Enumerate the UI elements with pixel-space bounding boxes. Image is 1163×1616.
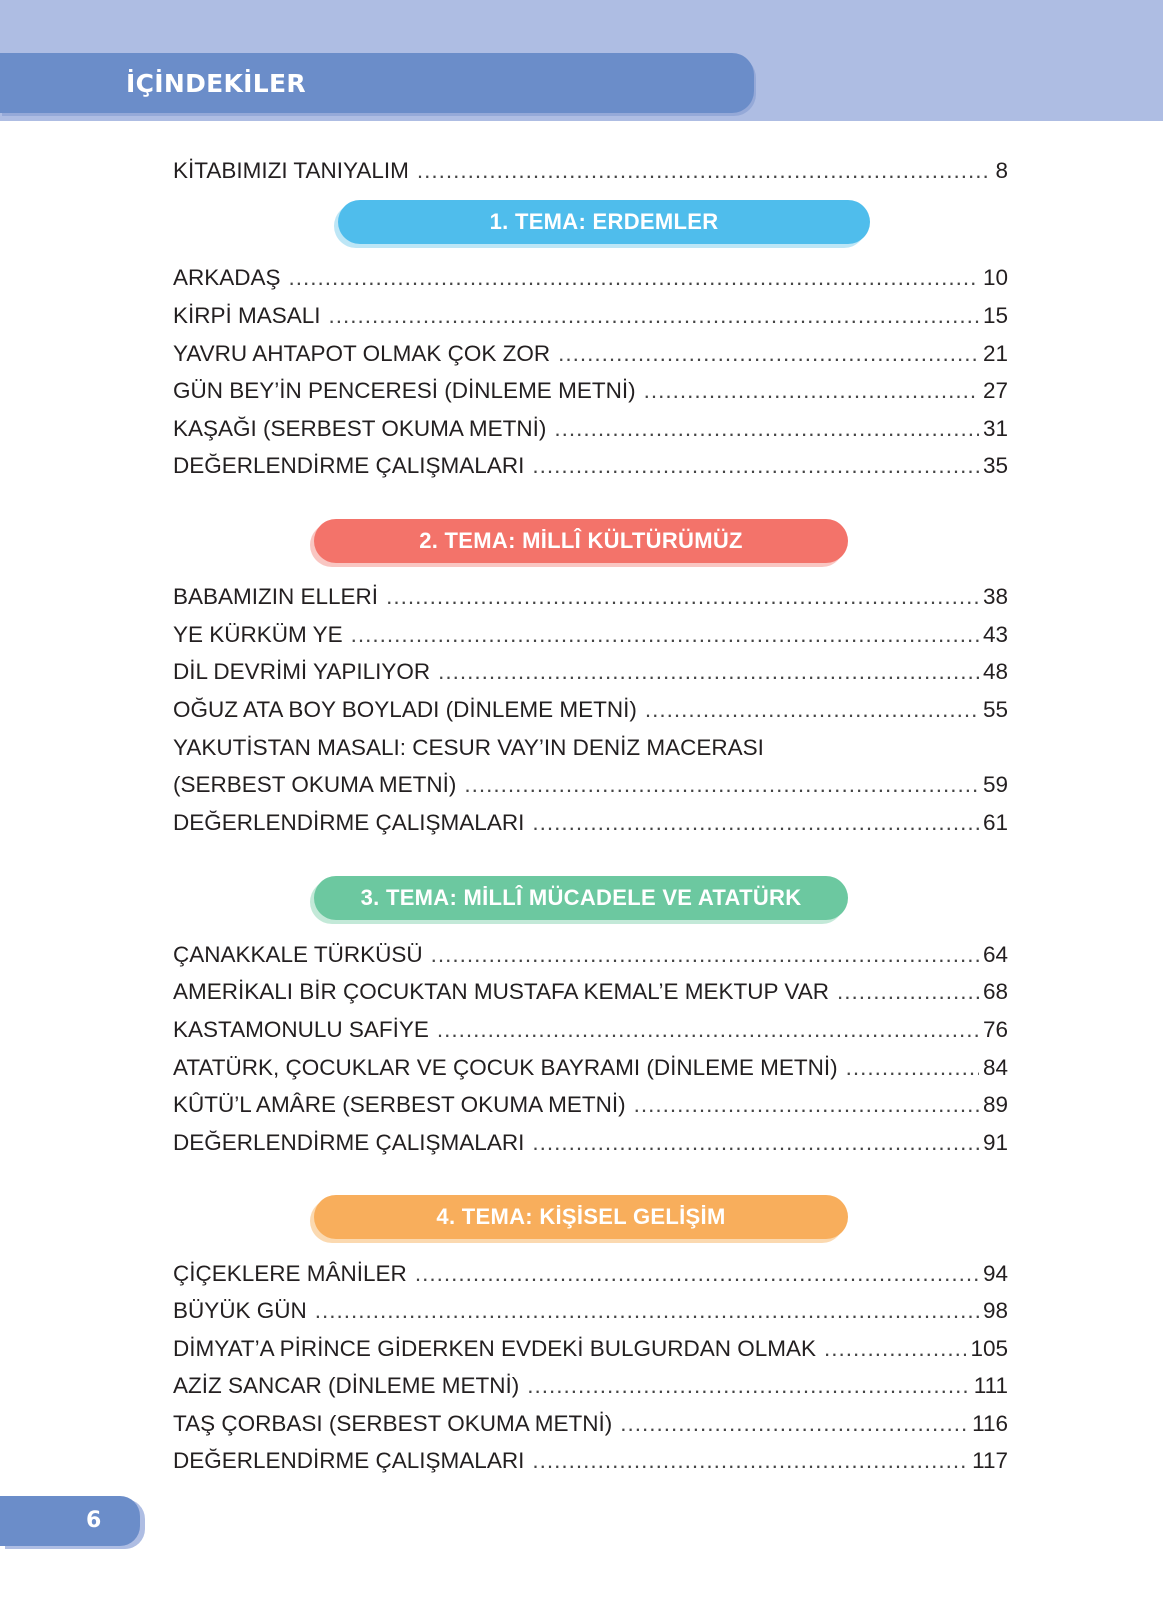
toc-page: 84 (982, 1055, 1008, 1080)
toc-leader (644, 376, 979, 406)
toc-title: DEĞERLENDİRME ÇALIŞMALARI (173, 810, 525, 835)
toc-leader (415, 1259, 979, 1289)
toc-leader (438, 657, 979, 687)
toc-title: OĞUZ ATA BOY BOYLADI (DİNLEME METNİ) (173, 697, 637, 722)
toc-page: 89 (982, 1092, 1008, 1117)
toc-page: 48 (982, 659, 1008, 684)
theme-1-banner (338, 200, 870, 244)
toc-title: BABAMIZIN ELLERİ (173, 584, 379, 609)
toc-row[interactable] (173, 451, 1008, 481)
toc-title: ÇİÇEKLERE MÂNİLER (173, 1261, 407, 1286)
toc-row[interactable] (173, 301, 1008, 331)
theme-4-label: 4. TEMA: KİŞİSEL GELİŞİM (436, 1204, 726, 1229)
toc-page: 21 (982, 341, 1008, 366)
toc-leader (532, 451, 979, 481)
toc-row[interactable] (173, 1334, 1008, 1364)
toc-leader (554, 414, 979, 444)
toc-leader (437, 1015, 979, 1045)
page-number-tab (0, 1496, 140, 1546)
toc-title: TAŞ ÇORBASI (SERBEST OKUMA METNİ) (173, 1411, 613, 1436)
toc-title: DİMYAT’A PİRİNCE GİDERKEN EVDEKİ BULGURDAN OLMAK (173, 1336, 817, 1361)
toc-row[interactable] (173, 1371, 1008, 1401)
toc-page: 55 (982, 697, 1008, 722)
toc-leader (315, 1296, 979, 1326)
toc-leader (634, 1090, 979, 1120)
toc-row[interactable] (173, 1409, 1008, 1439)
toc-page: 68 (982, 979, 1008, 1004)
theme-4-banner (314, 1195, 848, 1239)
toc-leader (431, 940, 979, 970)
toc-title: YE KÜRKÜM YE (173, 622, 343, 647)
toc-leader (532, 808, 979, 838)
toc-row[interactable] (173, 414, 1008, 444)
toc-page: 76 (982, 1017, 1008, 1042)
toc-title: AMERİKALI BİR ÇOCUKTAN MUSTAFA KEMAL’E MEKTUP VAR (173, 979, 829, 1004)
toc-leader (289, 263, 979, 293)
toc-row[interactable] (173, 376, 1008, 406)
contents-title-tab (0, 53, 754, 113)
toc-leader (645, 695, 979, 725)
toc-title: YAVRU AHTAPOT OLMAK ÇOK ZOR (173, 341, 551, 366)
toc-leader (532, 1446, 968, 1476)
toc-title: DEĞERLENDİRME ÇALIŞMALARI (173, 1130, 525, 1155)
page-number: 6 (86, 1508, 102, 1533)
toc-title: GÜN BEY’İN PENCERESİ (DİNLEME METNİ) (173, 378, 636, 403)
toc-page: 91 (982, 1130, 1008, 1155)
toc-row[interactable] (173, 1128, 1008, 1158)
toc-row[interactable] (173, 620, 1008, 650)
toc-page: 61 (982, 810, 1008, 835)
toc-title: AZİZ SANCAR (DİNLEME METNİ) (173, 1373, 520, 1398)
toc-title: KİRPİ MASALI (173, 303, 321, 328)
toc-page: 117 (972, 1448, 1008, 1473)
toc-title: YAKUTİSTAN MASALI: CESUR VAY’IN DENİZ MACERASI (173, 735, 764, 760)
toc-leader (620, 1409, 968, 1439)
theme-2-banner (314, 519, 848, 563)
toc-row[interactable] (173, 339, 1008, 369)
toc-row[interactable] (173, 940, 1008, 970)
toc-row-intro[interactable] (173, 156, 1008, 186)
toc-leader (846, 1053, 979, 1083)
toc-page: 64 (982, 942, 1008, 967)
toc-title: KİTABIMIZI TANIYALIM (173, 158, 409, 183)
toc-row[interactable] (173, 1090, 1008, 1120)
toc-leader (464, 770, 979, 800)
toc-page: 116 (972, 1411, 1008, 1436)
toc-leader (386, 582, 979, 612)
toc-row[interactable] (173, 657, 1008, 687)
toc-page: 105 (970, 1336, 1008, 1361)
toc-page: 35 (982, 453, 1008, 478)
toc-row[interactable] (173, 1259, 1008, 1289)
toc-row[interactable] (173, 1446, 1008, 1476)
toc-row[interactable] (173, 977, 1008, 1007)
toc-title: KÛTÜ’L AMÂRE (SERBEST OKUMA METNİ) (173, 1092, 626, 1117)
toc-row[interactable] (173, 1015, 1008, 1045)
toc-leader (417, 156, 992, 186)
toc-leader (329, 301, 979, 331)
toc-page: 43 (982, 622, 1008, 647)
toc-leader (527, 1371, 970, 1401)
toc-title: BÜYÜK GÜN (173, 1298, 307, 1323)
toc-title: DEĞERLENDİRME ÇALIŞMALARI (173, 453, 525, 478)
toc-title: ATATÜRK, ÇOCUKLAR VE ÇOCUK BAYRAMI (DİNLEME METNİ) (173, 1055, 838, 1080)
toc-leader (824, 1334, 966, 1364)
toc-row[interactable] (173, 808, 1008, 838)
theme-3-banner (314, 876, 848, 920)
toc-title: ÇANAKKALE TÜRKÜSÜ (173, 942, 423, 967)
toc-row[interactable] (173, 695, 1008, 725)
toc-leader (532, 1128, 979, 1158)
toc-leader (837, 977, 979, 1007)
toc-page: 38 (982, 584, 1008, 609)
theme-1-label: 1. TEMA: ERDEMLER (489, 209, 719, 234)
theme-3-label: 3. TEMA: MİLLÎ MÜCADELE VE ATATÜRK (360, 885, 802, 910)
toc-page: 98 (982, 1298, 1008, 1323)
toc-title-continued: (SERBEST OKUMA METNİ) (173, 772, 457, 797)
toc-leader (351, 620, 979, 650)
toc-page: 31 (982, 416, 1008, 441)
toc-page: 59 (982, 772, 1008, 797)
toc-row[interactable] (173, 770, 1008, 800)
toc-leader (558, 339, 979, 369)
toc-row[interactable] (173, 1053, 1008, 1083)
toc-title: KASTAMONULU SAFİYE (173, 1017, 429, 1042)
page-title: İÇİNDEKİLER (126, 69, 306, 98)
toc-page: 111 (973, 1373, 1008, 1398)
theme-2-label: 2. TEMA: MİLLÎ KÜLTÜRÜMÜZ (419, 528, 743, 553)
toc-title: ARKADAŞ (173, 265, 281, 290)
toc-row-first-line[interactable] (173, 733, 764, 763)
toc-page: 94 (982, 1261, 1008, 1286)
toc-title: DEĞERLENDİRME ÇALIŞMALARI (173, 1448, 525, 1473)
toc-title: DİL DEVRİMİ YAPILIYOR (173, 659, 431, 684)
toc-row[interactable] (173, 263, 1008, 293)
toc-row[interactable] (173, 582, 1008, 612)
toc-page: 27 (982, 378, 1008, 403)
toc-page: 8 (995, 158, 1008, 183)
toc-page: 10 (982, 265, 1008, 290)
toc-row[interactable] (173, 1296, 1008, 1326)
toc-title: KAŞAĞI (SERBEST OKUMA METNİ) (173, 416, 547, 441)
toc-page: 15 (982, 303, 1008, 328)
